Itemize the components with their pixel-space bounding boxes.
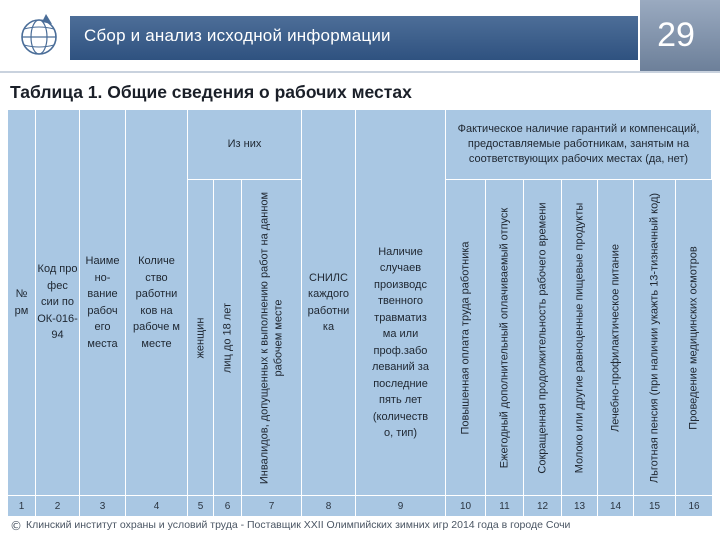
- column-number: 12: [524, 496, 562, 516]
- column-number: 5: [188, 496, 214, 516]
- column-number: 10: [446, 496, 486, 516]
- column-number: 1: [8, 496, 36, 516]
- slide-header: [0, 0, 720, 72]
- header-cell-disabled: [242, 180, 302, 496]
- column-number: 11: [486, 496, 524, 516]
- column-number: 8: [302, 496, 356, 516]
- header-cell-reduced-hours: [524, 180, 562, 496]
- column-number: 3: [80, 496, 126, 516]
- header-label-snils: СНИЛС каждого работни ка: [307, 271, 350, 333]
- header-cell-injuries: [356, 110, 446, 496]
- header-label-milk: Молоко или другие равноценные пищевые продукты: [572, 202, 585, 473]
- slide-number: 29: [657, 16, 695, 54]
- column-number: 6: [214, 496, 242, 516]
- header-cell-workplace-name: [80, 110, 126, 496]
- header-label-guarantees: Фактическое наличие гарантий и компенсаций, предоставляемые работникам, занятым на соответствующих рабочих местах (да, нет): [457, 123, 700, 165]
- column-number: 4: [126, 496, 188, 516]
- header-label-therapeutic-nutrition: Лечебно-профилактическое питание: [608, 243, 621, 432]
- header-cell-increased-pay: [446, 180, 486, 496]
- header-label-of-them: Из них: [227, 138, 262, 151]
- header-label-injuries: Наличие случаев производс твенного травматиз ма или проф.забо леваний за последние пять лет (количеств о, тип): [372, 245, 429, 439]
- header-label-worker-count: Количе ство работни ков на рабоче м месте: [133, 255, 180, 350]
- header-label-pension: Льготная пенсия (при наличии укажть 13-тизначный код): [647, 192, 660, 483]
- header-cell-of-them: [188, 110, 302, 180]
- header-label-extra-leave: Ежегодный дополнительный оплачиваемый отпуск: [497, 207, 510, 468]
- column-number: 14: [598, 496, 634, 516]
- header-cell-worker-count: [126, 110, 188, 496]
- header-cell-under-18: [214, 180, 242, 496]
- copyright-icon: ©: [10, 519, 22, 533]
- header-label-women: женщин: [193, 317, 206, 358]
- header-label-increased-pay: Повышенная оплата труда работника: [458, 240, 471, 435]
- header-label-medical-exams: Проведение медицинских осмотров: [687, 245, 700, 430]
- header-cell-milk: [562, 180, 598, 496]
- column-number: 2: [36, 496, 80, 516]
- header-label-disabled: Инвалидов, допущенных к выполнению работ на данном рабочем месте: [258, 191, 284, 484]
- column-number: 13: [562, 496, 598, 516]
- header-cell-no: [8, 110, 36, 496]
- header-cell-pension: [634, 180, 676, 496]
- header-cell-extra-leave: [486, 180, 524, 496]
- footer-text: Клинский институт охраны и условий труда - Поставщик XXII Олимпийских зимних игр 2014 года в городе Сочи: [26, 519, 571, 531]
- header-cell-guarantees: [446, 110, 712, 180]
- workplaces-table: [8, 110, 712, 516]
- header-cell-medical-exams: [676, 180, 712, 496]
- header-label-under-18: лиц до 18 лет: [220, 302, 233, 373]
- header-label-workplace-name: Наиме но-вание рабоч его места: [85, 255, 120, 350]
- header-cell-code: [36, 110, 80, 496]
- column-number: 7: [242, 496, 302, 516]
- header-cell-snils: [302, 110, 356, 496]
- header-title: Сбор и анализ исходной информации: [84, 26, 391, 45]
- column-number: 15: [634, 496, 676, 516]
- globe-logo-icon: [16, 10, 62, 60]
- header-cell-women: [188, 180, 214, 496]
- header-label-reduced-hours: Сокращенная продолжительность рабочего времени: [535, 201, 548, 474]
- column-number: 16: [688, 500, 700, 512]
- page-title: Таблица 1. Общие сведения о рабочих местах: [10, 82, 412, 102]
- header-cell-therapeutic-nutrition: [598, 180, 634, 496]
- header-divider: [0, 71, 720, 73]
- header-label-no: № рм: [14, 288, 29, 317]
- header-label-code: Код про фес сии по ОК-016-94: [37, 263, 78, 342]
- column-number: 9: [356, 496, 446, 516]
